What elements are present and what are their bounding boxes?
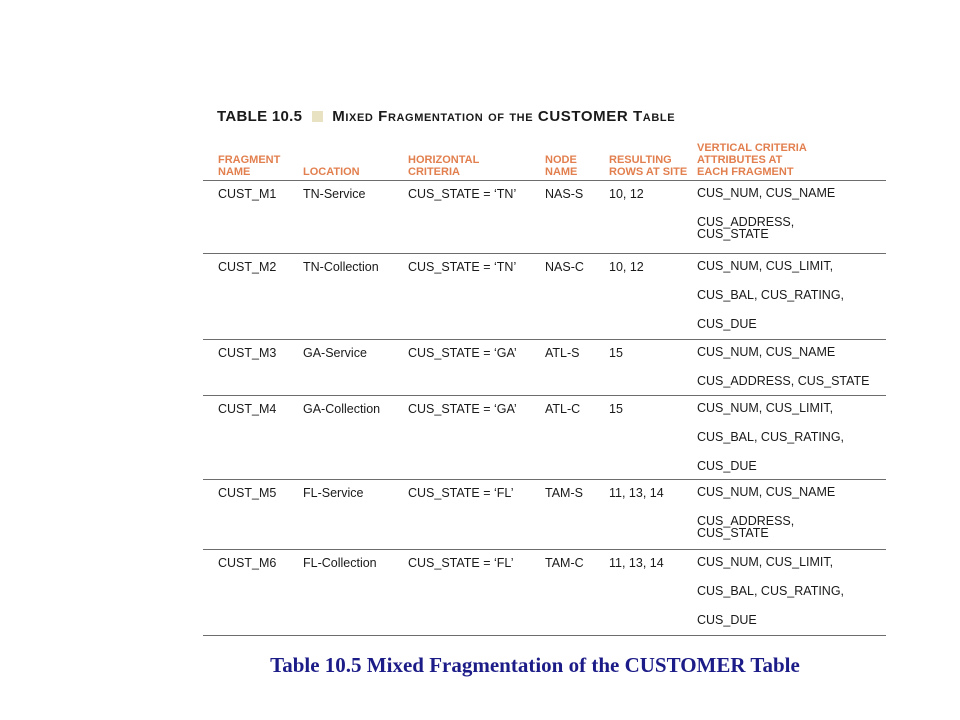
attribute-line: CUS_NUM, CUS_LIMIT, bbox=[697, 401, 834, 415]
horizontal-criteria-cell: CUS_STATE = ‘FL’ bbox=[393, 550, 530, 636]
attribute-line: CUS_BAL, CUS_RATING, bbox=[697, 584, 845, 598]
table-row bbox=[203, 181, 886, 254]
location-cell: TN-Collection bbox=[288, 254, 393, 340]
attribute-line: CUS_NUM, CUS_LIMIT, bbox=[697, 259, 834, 273]
header-horizontal-criteria: HORIZONTAL CRITERIA bbox=[393, 141, 530, 181]
attribute-line: CUS_BAL, CUS_RATING, bbox=[697, 430, 845, 444]
attribute-line: CUS_ADDRESS, bbox=[697, 514, 795, 528]
location-cell: FL-Collection bbox=[288, 550, 393, 636]
header-location: LOCATION bbox=[288, 141, 393, 181]
attribute-line: CUS_STATE bbox=[697, 227, 769, 241]
resulting-rows-cell: 10, 12 bbox=[594, 181, 689, 254]
location-cell: GA-Collection bbox=[288, 396, 393, 480]
table-row bbox=[203, 480, 886, 550]
fragmentation-table bbox=[203, 141, 886, 636]
header-vertical-criteria: VERTICAL CRITERIA ATTRIBUTES AT EACH FRAGMENT bbox=[689, 141, 886, 181]
attributes-cell bbox=[689, 480, 886, 550]
attributes-cell bbox=[689, 550, 886, 636]
attributes-cell bbox=[689, 181, 886, 254]
attribute-line: CUS_NUM, CUS_NAME bbox=[697, 485, 836, 499]
resulting-rows-cell: 15 bbox=[594, 396, 689, 480]
fragment-name-cell: CUST_M1 bbox=[203, 181, 288, 254]
resulting-rows-cell: 11, 13, 14 bbox=[594, 550, 689, 636]
header-resulting-rows: RESULTING ROWS AT SITE bbox=[594, 141, 689, 181]
attribute-line: CUS_BAL, CUS_RATING, bbox=[697, 288, 845, 302]
node-name-cell: ATL-C bbox=[530, 396, 594, 480]
horizontal-criteria-cell: CUS_STATE = ‘TN’ bbox=[393, 254, 530, 340]
horizontal-criteria-cell: CUS_STATE = ‘TN’ bbox=[393, 181, 530, 254]
resulting-rows-cell: 10, 12 bbox=[594, 254, 689, 340]
node-name-cell: TAM-C bbox=[530, 550, 594, 636]
attribute-line: CUS_ADDRESS, CUS_STATE bbox=[697, 374, 870, 388]
horizontal-criteria-cell: CUS_STATE = ‘GA’ bbox=[393, 340, 530, 396]
table-row bbox=[203, 396, 886, 480]
attribute-line: CUS_DUE bbox=[697, 317, 757, 331]
location-cell: FL-Service bbox=[288, 480, 393, 550]
table-row bbox=[203, 340, 886, 396]
attribute-line: CUS_NUM, CUS_NAME bbox=[697, 345, 836, 359]
header-node-name: NODE NAME bbox=[530, 141, 594, 181]
table-row bbox=[203, 550, 886, 636]
horizontal-criteria-cell: CUS_STATE = ‘FL’ bbox=[393, 480, 530, 550]
node-name-cell: ATL-S bbox=[530, 340, 594, 396]
title-square-icon bbox=[312, 111, 323, 122]
fragment-name-cell: CUST_M6 bbox=[203, 550, 288, 636]
table-row bbox=[203, 254, 886, 340]
node-name-cell: NAS-C bbox=[530, 254, 594, 340]
table-title-text: Mixed Fragmentation of the CUSTOMER Table bbox=[332, 108, 676, 125]
attributes-cell bbox=[689, 340, 886, 396]
attribute-line: CUS_DUE bbox=[697, 613, 757, 627]
attribute-line: CUS_NUM, CUS_NAME bbox=[697, 186, 836, 200]
attribute-line: CUS_DUE bbox=[697, 459, 757, 473]
node-name-cell: TAM-S bbox=[530, 480, 594, 550]
header-row bbox=[203, 141, 886, 181]
node-name-cell: NAS-S bbox=[530, 181, 594, 254]
horizontal-criteria-cell: CUS_STATE = ‘GA’ bbox=[393, 396, 530, 480]
resulting-rows-cell: 15 bbox=[594, 340, 689, 396]
attribute-line: CUS_ADDRESS, bbox=[697, 215, 795, 229]
table-number: TABLE 10.5 bbox=[217, 108, 303, 125]
fragment-name-cell: CUST_M4 bbox=[203, 396, 288, 480]
slide-caption: Table 10.5 Mixed Fragmentation of the CUSTOMER Table bbox=[270, 653, 800, 677]
table-title bbox=[217, 108, 675, 125]
header-fragment-name: FRAGMENT NAME bbox=[203, 141, 288, 181]
location-cell: GA-Service bbox=[288, 340, 393, 396]
attribute-line: CUS_NUM, CUS_LIMIT, bbox=[697, 555, 834, 569]
location-cell: TN-Service bbox=[288, 181, 393, 254]
fragment-name-cell: CUST_M2 bbox=[203, 254, 288, 340]
fragment-name-cell: CUST_M3 bbox=[203, 340, 288, 396]
resulting-rows-cell: 11, 13, 14 bbox=[594, 480, 689, 550]
attribute-line: CUS_STATE bbox=[697, 526, 769, 540]
attributes-cell bbox=[689, 396, 886, 480]
attributes-cell bbox=[689, 254, 886, 340]
fragment-name-cell: CUST_M5 bbox=[203, 480, 288, 550]
